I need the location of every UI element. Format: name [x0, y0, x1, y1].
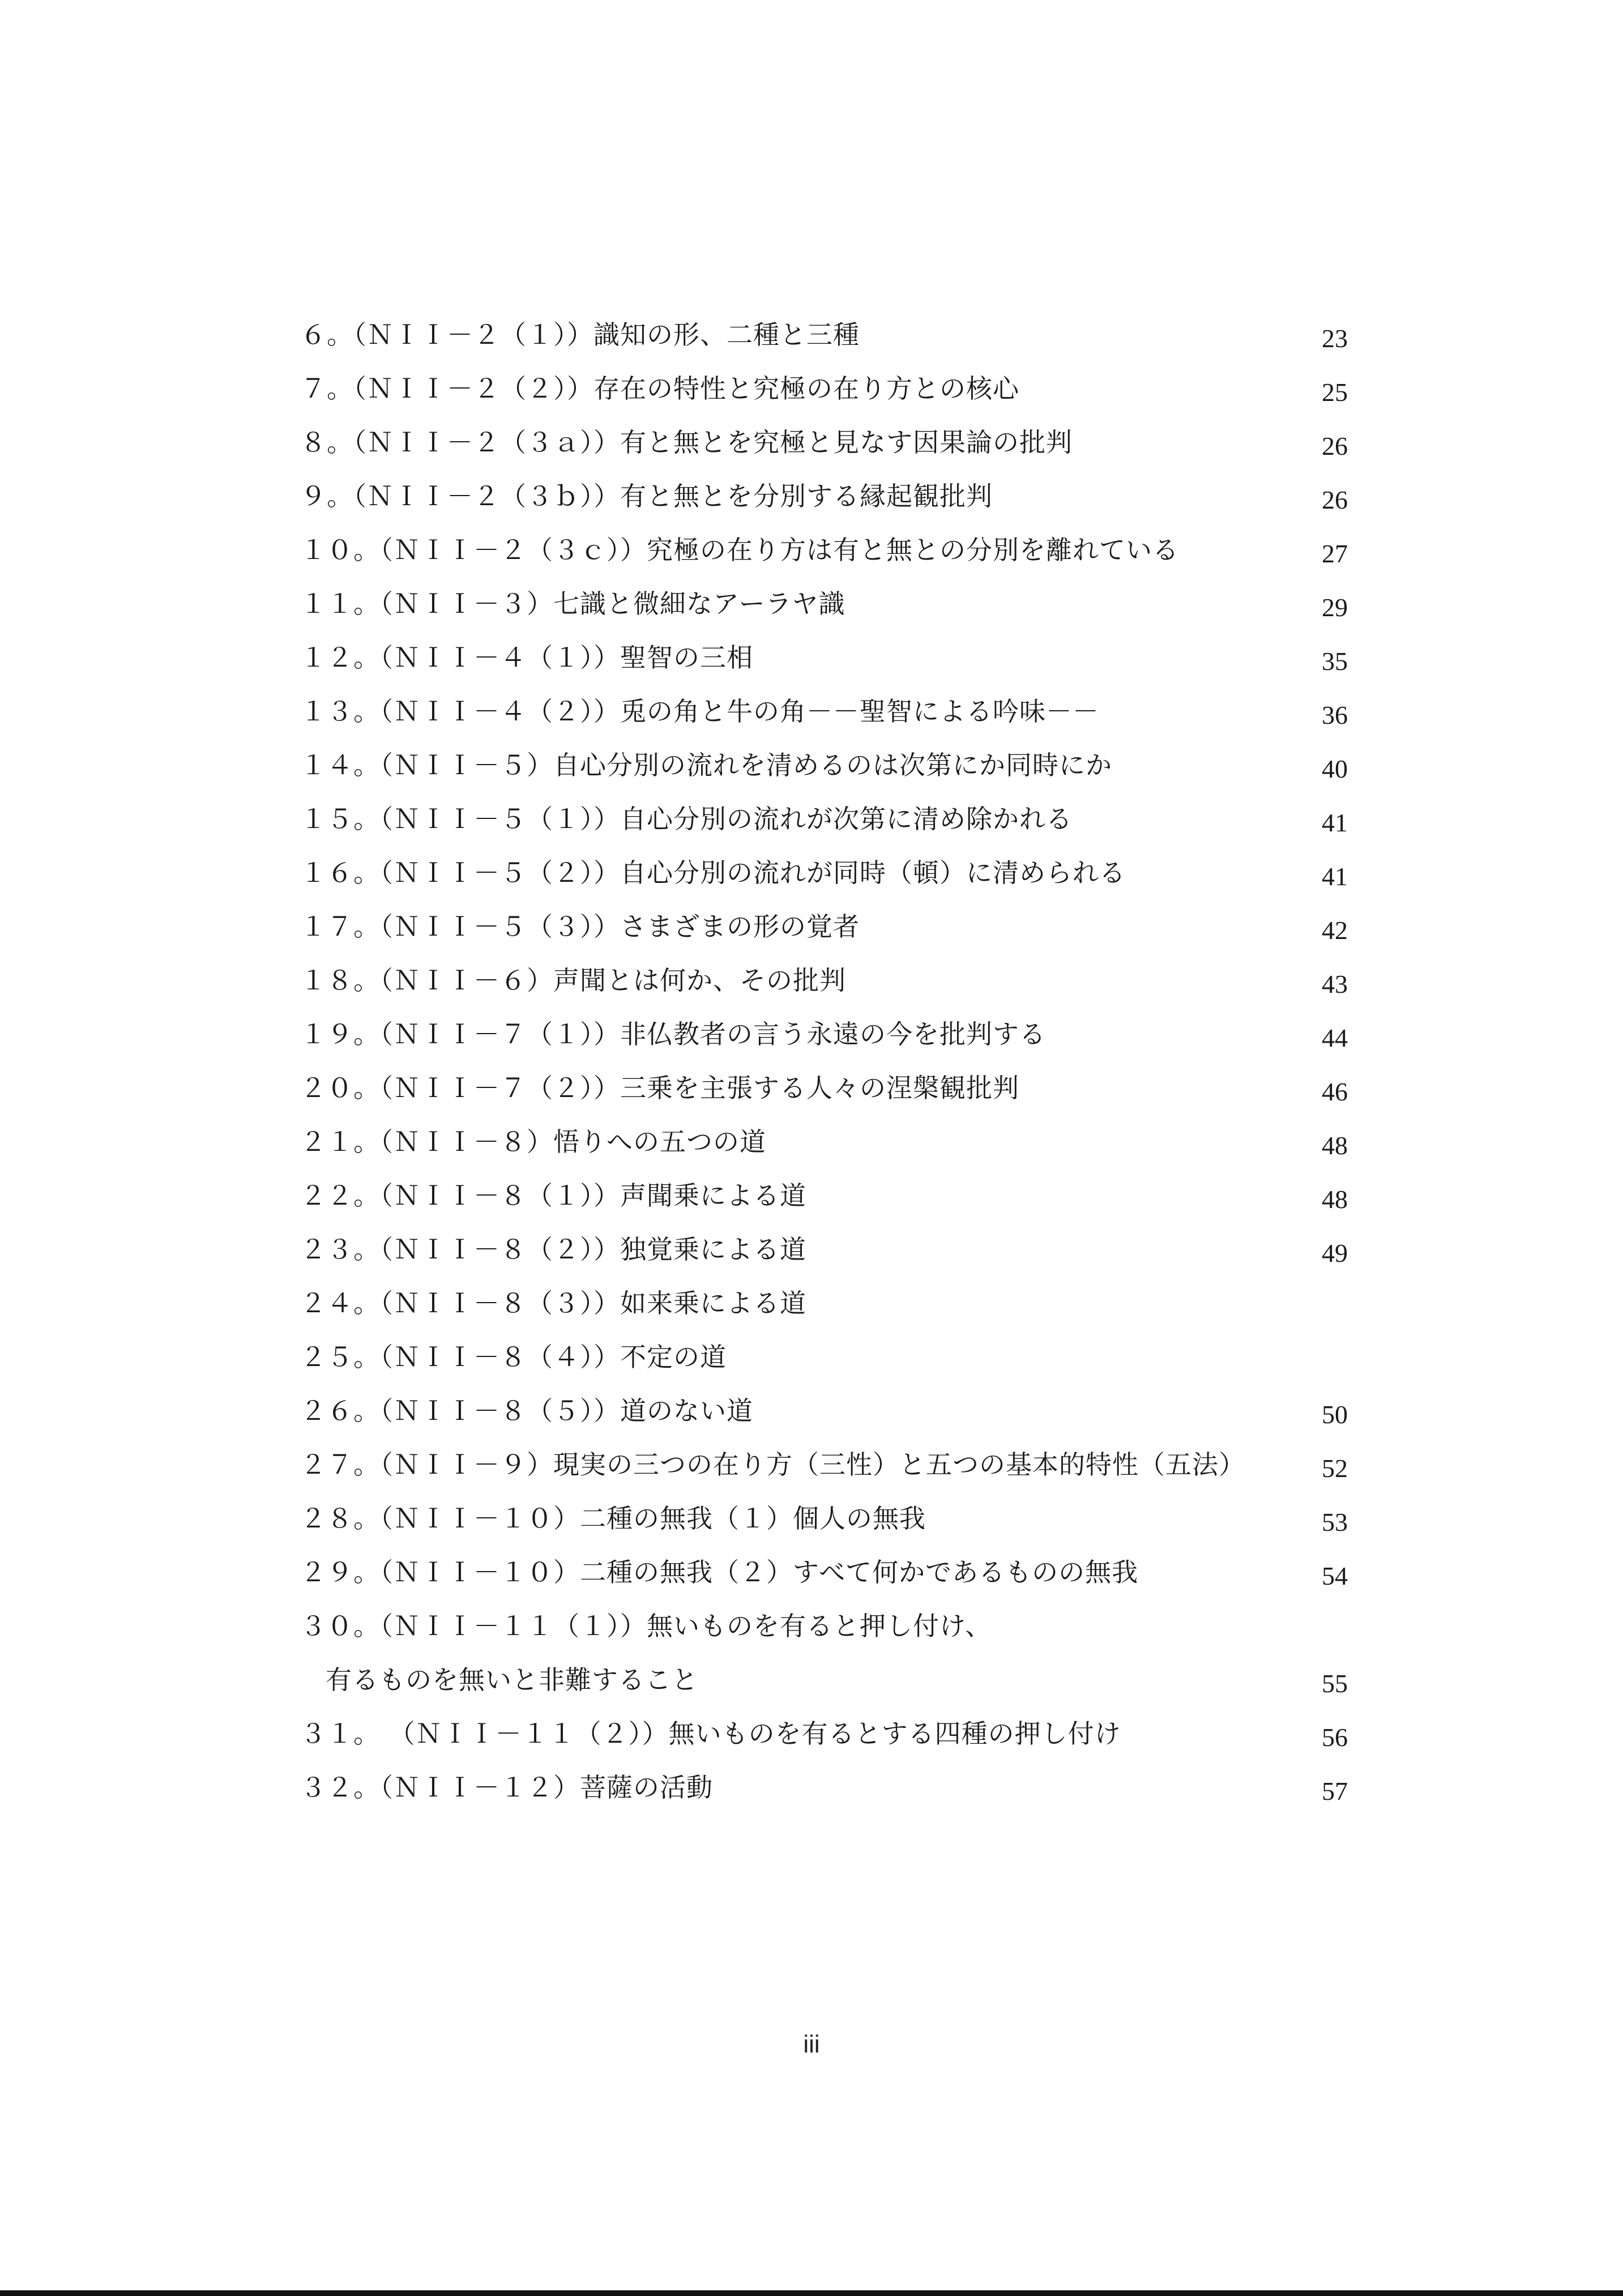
toc-entry [300, 1384, 1348, 1438]
toc-entry [300, 900, 1348, 954]
toc-entry [300, 1707, 1348, 1761]
toc-entry-title: ２６。（ＮＩＩ－８（５））道のない道 [300, 1395, 753, 1426]
toc-entry-page-number: 49 [1322, 1239, 1348, 1268]
toc-entry [300, 1438, 1348, 1492]
scan-bottom-edge [0, 2290, 1623, 2296]
toc-entry [300, 470, 1348, 523]
toc-entry-title: １７。（ＮＩＩ－５（３））さまざまの形の覚者 [300, 911, 860, 942]
toc-entry-title: ２７。（ＮＩＩ－９）現実の三つの在り方（三性）と五つの基本的特性（五法） [300, 1449, 1245, 1480]
toc-entry-title: ２９。（ＮＩＩ－１０）二種の無我（２）すべて何かであるものの無我 [300, 1557, 1139, 1587]
toc-entry-title: １２。（ＮＩＩ－４（１））聖智の三相 [300, 642, 753, 673]
toc-entry-page-number: 27 [1322, 539, 1348, 568]
toc-entry-title: ３２。（ＮＩＩ－１２）菩薩の活動 [300, 1772, 713, 1803]
toc-entry-page-number: 26 [1322, 432, 1348, 460]
toc-entry-page-number: 48 [1322, 1185, 1348, 1214]
toc-entry [300, 1277, 1348, 1330]
toc-entry-page-number: 43 [1322, 970, 1348, 998]
toc-entry-page-number: 56 [1322, 1723, 1348, 1752]
toc-entry-title: １６。（ＮＩＩ－５（２））自心分別の流れが同時（頓）に清められる [300, 857, 1126, 888]
toc-entry-title: １０。（ＮＩＩ－２（３ｃ））究極の在り方は有と無との分別を離れている [300, 535, 1179, 565]
toc-entry-title: １５。（ＮＩＩ－５（１））自心分別の流れが次第に清め除かれる [300, 804, 1073, 834]
toc-entry [300, 1761, 1348, 1815]
toc-entry-title: ２１。（ＮＩＩ－８）悟りへの五つの道 [300, 1126, 766, 1157]
toc-entry-title: ３０。（ＮＩＩ－１１（１））無いものを有ると押し付け、 [300, 1611, 992, 1641]
toc-entry-title: ３１。 （ＮＩＩ－１１（２））無いものを有るとする四種の押し付け [300, 1718, 1121, 1749]
toc-entry [300, 1223, 1348, 1277]
toc-entry-page-number: 50 [1322, 1400, 1348, 1429]
table-of-contents [300, 308, 1348, 1815]
toc-entry-title: １９。（ＮＩＩ－７（１））非仏教者の言う永遠の今を批判する [300, 1019, 1046, 1049]
toc-entry [300, 1492, 1348, 1546]
toc-entry [300, 1169, 1348, 1223]
toc-entry-title: １８。（ＮＩＩ－６）声聞とは何か、その批判 [300, 965, 846, 996]
toc-entry-title: ７。（ＮＩＩ－２（２））存在の特性と究極の在り方との核心 [300, 373, 1019, 404]
toc-entry [300, 631, 1348, 685]
toc-entry-title: １４。（ＮＩＩ－５）自心分別の流れを清めるのは次第にか同時にか [300, 750, 1112, 780]
toc-entry [300, 523, 1348, 577]
toc-entry [300, 792, 1348, 846]
toc-entry-page-number: 25 [1322, 378, 1348, 407]
toc-entry-page-number: 54 [1322, 1561, 1348, 1590]
toc-entry-title: ８。（ＮＩＩ－２（３ａ））有と無とを究極と見なす因果論の批判 [300, 427, 1073, 458]
toc-entry-page-number: 48 [1322, 1131, 1348, 1160]
toc-entry [300, 1546, 1348, 1599]
toc-entry [300, 362, 1348, 416]
toc-entry [300, 1330, 1348, 1384]
toc-entry [300, 1599, 1348, 1653]
toc-entry [300, 739, 1348, 792]
toc-entry-page-number: 26 [1322, 485, 1348, 514]
toc-entry-page-number: 23 [1322, 324, 1348, 353]
toc-entry-page-number: 53 [1322, 1508, 1348, 1537]
toc-entry [300, 1061, 1348, 1115]
toc-entry-title: １３。（ＮＩＩ－４（２））兎の角と牛の角－－聖智による吟味－－ [300, 696, 1099, 727]
toc-entry-page-number: 36 [1322, 701, 1348, 729]
toc-entry-page-number: 29 [1322, 593, 1348, 622]
toc-entry-title: ２４。（ＮＩＩ－８（３））如来乗による道 [300, 1288, 806, 1318]
toc-entry-page-number: 55 [1322, 1669, 1348, 1698]
toc-entry-continuation [300, 1653, 1348, 1707]
toc-entry [300, 846, 1348, 900]
toc-entry-page-number: 52 [1322, 1454, 1348, 1483]
toc-entry-title: １１。（ＮＩＩ－３）七識と微細なアーラヤ識 [300, 588, 845, 619]
toc-entry-title: ２３。（ＮＩＩ－８（２））独覚乗による道 [300, 1234, 806, 1265]
toc-entry-page-number: 40 [1322, 754, 1348, 783]
toc-entry [300, 308, 1348, 362]
toc-entry-title: ２５。（ＮＩＩ－８（４））不定の道 [300, 1342, 727, 1372]
toc-entry-page-number: 44 [1322, 1023, 1348, 1052]
toc-entry-title: ２８。（ＮＩＩ－１０）二種の無我（１）個人の無我 [300, 1503, 926, 1534]
toc-entry-title: ６。（ＮＩＩ－２（１））識知の形、二種と三種 [300, 319, 860, 350]
page-number-folio: iii [803, 2030, 820, 2058]
toc-entry-page-number: 57 [1322, 1777, 1348, 1806]
toc-entry-page-number: 41 [1322, 808, 1348, 837]
toc-entry-title: 有るものを無いと非難すること [326, 1665, 698, 1695]
toc-entry-page-number: 35 [1322, 647, 1348, 676]
toc-entry-page-number: 41 [1322, 862, 1348, 891]
toc-entry-page-number: 42 [1322, 916, 1348, 945]
toc-entry [300, 416, 1348, 470]
toc-entry [300, 685, 1348, 739]
toc-entry-title: ９。（ＮＩＩ－２（３ｂ））有と無とを分別する縁起観批判 [300, 481, 993, 511]
toc-entry-page-number: 46 [1322, 1077, 1348, 1106]
toc-entry [300, 1115, 1348, 1169]
toc-entry [300, 954, 1348, 1008]
toc-entry [300, 1008, 1348, 1061]
toc-entry-title: ２０。（ＮＩＩ－７（２））三乗を主張する人々の涅槃観批判 [300, 1073, 1019, 1103]
toc-entry-title: ２２。（ＮＩＩ－８（１））声聞乗による道 [300, 1180, 806, 1211]
toc-entry [300, 577, 1348, 631]
